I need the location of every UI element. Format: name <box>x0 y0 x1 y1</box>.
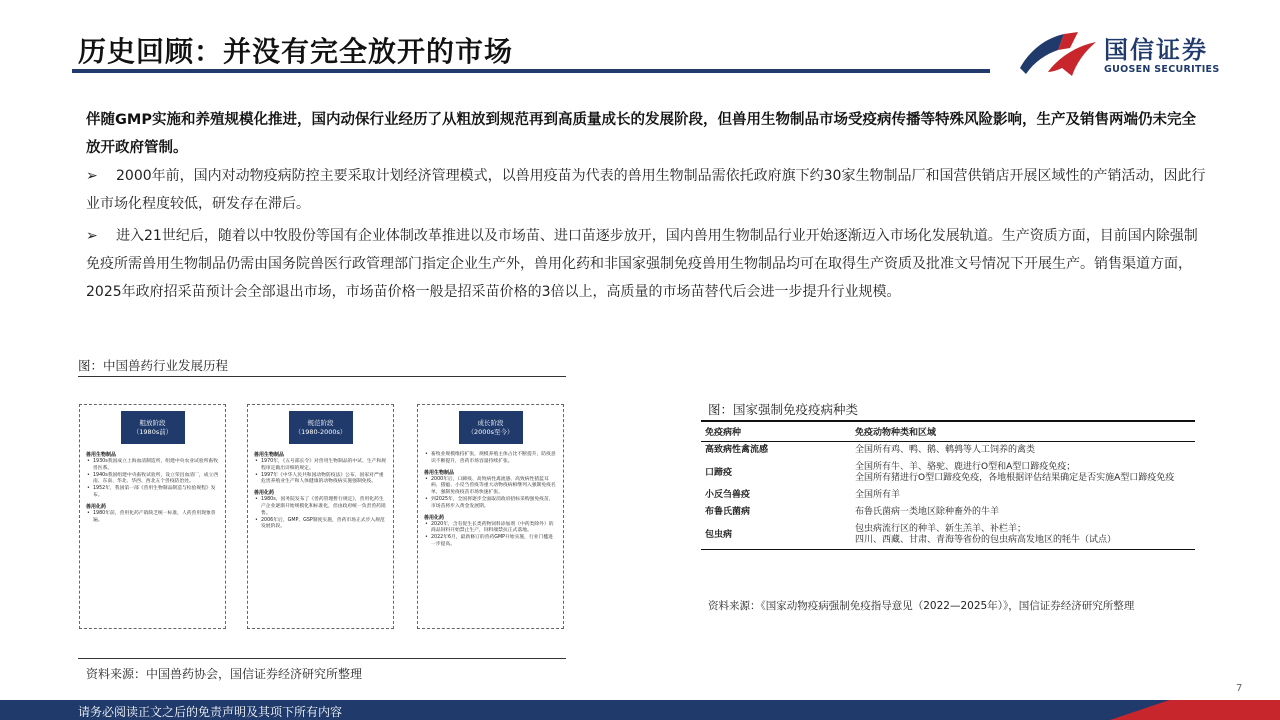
table-row <box>701 442 1195 460</box>
stage-section-heading: 兽用生物制品 <box>254 452 285 458</box>
disease-cell: 高致病性禽流感 <box>705 445 769 455</box>
figure-caption: 图：中国兽药行业发展历程 <box>78 358 229 373</box>
stage-section-heading: 兽用生物制品 <box>424 469 455 476</box>
disease-cell: 布鲁氏菌病 <box>705 507 751 517</box>
development-stages-figure <box>78 404 566 629</box>
stage-section-list <box>424 522 557 549</box>
logo-cn-text: 国信证券 <box>1104 36 1208 64</box>
stage-list-item: • 2022年6月，最新修订的兽药GMP开始实施，行业门槛进一步提高。 <box>424 535 557 549</box>
scope-cell: 全国所有鸡、鸭、鹅、鹌鹑等人工饲养的禽类 <box>855 445 1036 455</box>
bullet-item <box>86 222 1206 306</box>
table-row <box>701 504 1195 521</box>
table-row <box>701 459 1195 487</box>
stage-list-item: • 1930s我国成立上海血清制造所，组建中央农业试验所畜牧兽医系。 <box>86 459 219 473</box>
stage-section-list <box>86 511 219 525</box>
stage-period: （1980s前） <box>132 428 173 436</box>
stage-card <box>79 404 226 629</box>
intro-paragraph: 伴随GMP实施和养殖规模化推进，国内动保行业经历了从粗放到规范再到高质量成长的发展阶段，但兽用生物制品市场受疫病传播等特殊风险影响，生产及销售两端仍未完全放开政府管制。 <box>86 112 1196 156</box>
stage-section-heading: 兽用生物制品 <box>86 452 117 458</box>
disease-cell: 小反刍兽疫 <box>705 490 751 500</box>
figure-source: 资料来源：中国兽药协会，国信证券经济研究所整理 <box>86 667 363 681</box>
stage-header <box>459 411 523 444</box>
stage-section-heading: 兽用化药 <box>254 490 275 497</box>
stage-card <box>247 404 394 629</box>
stage-title: 规范阶段 <box>307 419 334 427</box>
disease-cell: 包虫病 <box>701 521 851 550</box>
stage-section-heading: 兽用化药 <box>424 514 445 521</box>
stage-list-item: • 1997年《中华人民共和国动物防疫法》公布，国家对严重危害养殖业生产和人体健康的动物疫病实施强制免疫。 <box>254 473 387 487</box>
table-source: 资料来源：《国家动物疫病强制免疫指导意见（2022—2025年）》，国信证券经济研究所整理 <box>708 600 1135 612</box>
bullet-marker-icon: ➢ <box>86 168 98 184</box>
scope-cell: 全国所有牛、羊、骆驼、鹿进行O型和A型口蹄疫免疫； 全国所有猪进行O型口蹄疫免疫，各地根据评估结果确定是否实施A型口蹄疫免疫 <box>855 462 1175 483</box>
company-logo <box>1018 28 1228 78</box>
stage-title: 粗放阶段 <box>139 419 166 427</box>
bullet-text: 进入21世纪后，随着以中牧股份等国有企业体制改革推进以及市场苗、进口苗逐步放开，国内兽用生物制品行业开始逐渐迈入市场化发展轨道。生产资质方面，目前国内除强制免疫所需兽用生物制品仍需由国务院兽医行政管理部门指定企业生产外，兽用化药和非国家强制免疫兽用生物制品均可在取得生产资质及批准文号情况下开展生产。销售渠道方面，2025年政府招采苗预计会全部退出市场，市场苗价格一般是招采苗价格的3倍以上，高质量的市场苗替代后会进一步提升行业规模。 <box>86 228 1198 300</box>
scope-cell: 全国所有羊 <box>855 490 901 500</box>
stage-list-item: • 2020年，含有促生长类药物饲料添加剂（中药类除外）的商品饲料开始禁止生产，饲料端禁抗正式落地。 <box>424 522 557 536</box>
stage-section-heading: 兽用化药 <box>86 503 107 510</box>
stage-section-list <box>424 452 557 466</box>
disease-cell: 口蹄疫 <box>705 467 733 478</box>
stage-title: 成长阶段 <box>477 419 504 427</box>
stage-header <box>121 411 185 444</box>
stage-list-item: • 2000年后，口蹄疫、高致病性禽流感、高致病性猪蓝耳病、猪瘟、小反刍兽疫等重大动物疫病相继列入强制免疫名单，强制免疫疫苗市场快速扩张。 <box>424 477 557 497</box>
scope-cell: 包虫病流行区的种羊、新生羔羊、补栏羊； 四川、西藏、甘肃、青海等省份的包虫病高发地区的牦牛（试点） <box>851 521 1195 550</box>
table-header-disease: 免疫病种 <box>701 421 851 442</box>
stage-section-list <box>254 497 387 531</box>
table-row <box>701 487 1195 504</box>
footer-disclaimer: 请务必阅读正文之后的免责声明及其项下所有内容 <box>78 705 343 719</box>
page-number: 7 <box>1236 683 1243 694</box>
stage-header <box>289 411 353 444</box>
figure-bottom-rule <box>78 658 566 659</box>
stage-list-item: • 1970年，《五号部长令》对兽用生物制品的中试、生产和规程审定做出详细的规定。 <box>254 459 387 473</box>
stage-period: （2000s至今） <box>467 428 514 436</box>
stage-list-item: • 畜牧业规模维持扩张，规模养殖主体占比不断提升，防疫意识不断提升，兽药市场容量持续扩张。 <box>424 452 557 466</box>
stage-period: （1980-2000s） <box>294 428 347 436</box>
stage-list-item: • 1980年前，兽用化药产销缺乏统一标准，人药兽用现象普遍。 <box>86 511 219 525</box>
stage-list-item: • 2006年后，GMP、GSP制度实施，兽药市场正式步入规范发展阶段。 <box>254 518 387 532</box>
stage-list-item: • 1940s我国组建中央畜牧试验所，设立荣昌血清厂，成立西南、东南、华北、华西、西北五个兽疫防治处。 <box>86 473 219 487</box>
scope-cell: 布鲁氏菌病一类地区除种畜外的牛羊 <box>855 507 1000 517</box>
stage-section-list <box>254 459 387 486</box>
logo-mark-icon <box>1018 28 1100 78</box>
stage-list-item: • 1952年，我国第一部《兽用生物制品制造与检验规程》发布。 <box>86 486 219 500</box>
page-title: 历史回顾：并没有完全放开的市场 <box>78 35 514 68</box>
stage-list-item: • 1980s，国务院发布了《兽药管理暂行规定》，兽用化药生产企业逐渐开始规模化和标准化，但由政府统一负责兽药销售。 <box>254 497 387 517</box>
stage-card <box>417 404 564 629</box>
bullet-marker-icon: ➢ <box>86 228 98 244</box>
stage-section-list <box>86 459 219 500</box>
table-caption: 图：国家强制免疫疫病种类 <box>708 402 859 417</box>
immunization-table <box>701 420 1195 550</box>
stage-list-item: • 到2025年，全国将逐步全面取消政府招标采购强免疫苗，市场苗将步入黄金发展期。 <box>424 497 557 511</box>
title-underline <box>72 69 990 73</box>
table-header-scope: 免疫动物种类和区域 <box>851 421 1195 442</box>
figure-top-rule <box>78 376 566 377</box>
stage-section-list <box>424 477 557 511</box>
bullet-item <box>86 162 1206 218</box>
table-row <box>701 521 1195 550</box>
table-header-row <box>701 421 1195 442</box>
bullet-text: 2000年前，国内对动物疫病防控主要采取计划经济管理模式，以兽用疫苗为代表的兽用生物制品需依托政府旗下约30家生物制品厂和国营供销店开展区域性的产销活动，因此行业市场化程度较低，研发存在滞后。 <box>86 168 1206 212</box>
logo-en-text: GUOSEN SECURITIES <box>1104 64 1220 75</box>
